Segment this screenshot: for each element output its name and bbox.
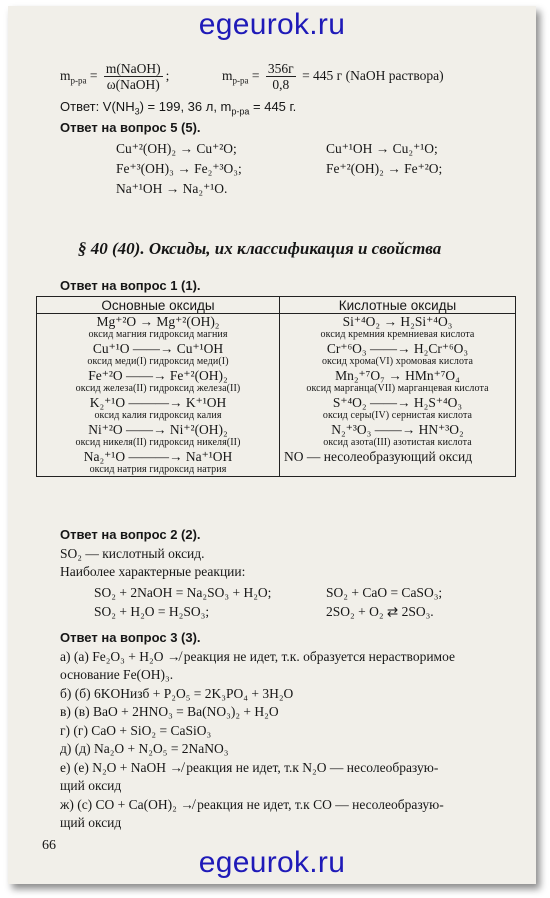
- table-cell-acidic: [280, 395, 516, 422]
- q3-line: е) (е) N₂O + NaOH ↛ реакция не идет, т.к N₂O — несолеобразую-: [60, 760, 439, 775]
- q5-line: Cu⁺¹OH → Cu₂⁺¹O;: [326, 141, 438, 156]
- table-cell-acidic: [280, 368, 516, 395]
- q5-line: Cu⁺²(OH)₂ → Cu⁺²O;: [116, 141, 237, 156]
- acidic-formula: Mn₂⁺⁷O₇ → HMn⁺⁷O₄: [335, 368, 460, 383]
- basic-names: оксид натрия гидроксид натрия: [89, 464, 227, 475]
- answer-line: [60, 99, 296, 120]
- table-cell-basic: [37, 395, 280, 422]
- basic-formula: Na₂⁺¹O ———→ Na⁺¹OH: [83, 449, 233, 464]
- basic-names: оксид меди(I) гидроксид меди(I): [87, 356, 229, 367]
- table-cell-basic: [37, 368, 280, 395]
- q5-line: Fe⁺²(OH)₂ → Fe⁺²O;: [326, 161, 443, 176]
- q2-reaction: SO₂ + H₂O = H₂SO₃;: [94, 604, 210, 619]
- answer-line-prefix: Ответ: V(NH: [60, 99, 135, 114]
- oxides-table: [36, 296, 516, 477]
- q3-line: щий оксид: [60, 778, 122, 793]
- q2-reaction: SO₂ + CaO = CaSO₃;: [326, 585, 443, 600]
- formula-right-eq: =: [251, 68, 260, 83]
- acidic-names: оксид марганца(VII) марганцевая кислота: [306, 383, 489, 394]
- table-row: [37, 314, 516, 342]
- formula-left-end: ;: [165, 68, 170, 83]
- formula-left: [60, 60, 169, 92]
- acidic-names: оксид серы(IV) сернистая кислота: [322, 410, 473, 421]
- formula-left-numerator: m(NaOH): [105, 61, 161, 77]
- answer-line-suffix: = 445 г.: [249, 99, 297, 114]
- table-row: [37, 341, 516, 368]
- formula-right-lhs: m: [222, 68, 233, 83]
- q2-line2: Наиболее характерные реакции:: [60, 564, 246, 579]
- q5-line: Fe⁺³(OH)₃ → Fe₂⁺³O₃;: [116, 161, 242, 176]
- q3-line: основание Fe(OH)₃.: [60, 667, 174, 682]
- table-cell-basic: [37, 449, 280, 477]
- q2-reaction: SO₂ + 2NaOH = Na₂SO₃ + H₂O;: [94, 585, 272, 600]
- formula-right-denominator: 0,8: [272, 77, 290, 93]
- book-page: [8, 6, 536, 884]
- formula-right-lhs-sub: р-ра: [232, 75, 249, 86]
- table-header-basic: Основные оксиды: [37, 297, 280, 314]
- page-number: 66: [42, 838, 56, 853]
- answer-line-sub1: 3: [134, 106, 140, 117]
- table-row: [37, 368, 516, 395]
- q3-line: в) (в) BaO + 2HNO₃ = Ba(NO₃)₂ + H₂O: [60, 704, 279, 719]
- basic-names: оксид никеля(II) гидроксид никеля(II): [75, 437, 241, 448]
- formula-right: [222, 60, 444, 92]
- answer-line-middle: ) = 199, 36 л, m: [139, 99, 232, 114]
- acidic-names: оксид азота(III) азотистая кислота: [323, 437, 472, 448]
- formula-left-fraction: [104, 61, 163, 92]
- basic-names: оксид железа(II) гидроксид железа(II): [75, 383, 241, 394]
- acidic-formula: Si⁺⁴O₂ → H₂Si⁺⁴O₃: [342, 314, 453, 329]
- acidic-formula: N₂⁺³O₃ ——→ HN⁺³O₂: [331, 422, 464, 437]
- q3-line: г) (г) CaO + SiO₂ = CaSiO₃: [60, 723, 212, 738]
- table-cell-basic: [37, 341, 280, 368]
- table-cell-acidic: [280, 449, 516, 477]
- acidic-formula: S⁺⁴O₂ ——→ H₂S⁺⁴O₃: [332, 395, 463, 410]
- q2-reaction: 2SO₂ + O₂ ⇄ 2SO₃.: [326, 604, 434, 619]
- acidic-formula: Cr⁺⁶O₃ ——→ H₂Cr⁺⁶O₃: [326, 341, 469, 356]
- basic-formula: Mg⁺²O → Mg⁺²(OH)₂: [96, 314, 220, 329]
- q2-header: Ответ на вопрос 2 (2).: [60, 527, 201, 542]
- q3-line: д) (д) Na₂O + N₂O₅ = 2NaNO₃: [60, 741, 229, 756]
- q2-line1: SO₂ — кислотный оксид.: [60, 546, 205, 561]
- basic-formula: Cu⁺¹O ——→ Cu⁺¹OH: [92, 341, 224, 356]
- table-header-row: [37, 297, 516, 314]
- acidic-names: оксид хрома(VI) хромовая кислота: [321, 356, 474, 367]
- basic-names: оксид магния гидроксид магния: [88, 329, 228, 340]
- q3-line: а) (а) Fe₂O₃ + H₂O ↛ реакция не идет, т.к. образуется нерастворимое: [60, 649, 455, 664]
- table-cell-basic: [37, 422, 280, 449]
- q5-header: Ответ на вопрос 5 (5).: [60, 120, 201, 135]
- table-cell-acidic: [280, 314, 516, 342]
- q3-line: щий оксид: [60, 815, 122, 830]
- q1-header: Ответ на вопрос 1 (1).: [60, 278, 201, 293]
- formula-right-fraction: [266, 61, 296, 92]
- table-cell-acidic: [280, 422, 516, 449]
- table-row: [37, 449, 516, 477]
- q5-line: Na⁺¹OH → Na₂⁺¹O.: [116, 181, 228, 196]
- formula-right-result: = 445 г (NaOH раствора): [302, 68, 444, 83]
- table-header-acidic: Кислотные оксиды: [280, 297, 516, 314]
- section-title: § 40 (40). Оксиды, их классификация и свойства: [78, 239, 442, 258]
- acidic-formula: NO — несолеобразующий оксид: [284, 449, 473, 464]
- basic-formula: Ni⁺²O ——→ Ni⁺²(OH)₂: [88, 422, 228, 437]
- watermark-bottom: egeurok.ru: [198, 846, 346, 879]
- formula-left-denominator: ω(NaOH): [106, 77, 160, 93]
- formula-left-eq: =: [89, 68, 98, 83]
- table-row: [37, 395, 516, 422]
- q3-line: ж) (с) CO + Ca(OH)₂ ↛ реакция не идет, т.к CO — несолеобразую-: [60, 797, 444, 812]
- q3-line: б) (б) 6KOHизб + P₂O₅ = 2K₃PO₄ + 3H₂O: [60, 686, 294, 701]
- answer-line-sub2: р-ра: [231, 106, 250, 117]
- formula-right-numerator: 356г: [267, 61, 294, 77]
- table-row: [37, 422, 516, 449]
- acidic-names: оксид кремния кремниевая кислота: [320, 329, 475, 340]
- basic-formula: K₂⁺¹O ———→ K⁺¹OH: [89, 395, 227, 410]
- q3-header: Ответ на вопрос 3 (3).: [60, 630, 201, 645]
- watermark-top: egeurok.ru: [198, 8, 346, 41]
- formula-left-lhs-sub: р-ра: [70, 75, 87, 86]
- basic-names: оксид калия гидроксид калия: [94, 410, 222, 421]
- formula-left-lhs: m: [60, 68, 71, 83]
- table-cell-acidic: [280, 341, 516, 368]
- basic-formula: Fe⁺²O ——→ Fe⁺²(OH)₂: [88, 368, 228, 383]
- table-cell-basic: [37, 314, 280, 342]
